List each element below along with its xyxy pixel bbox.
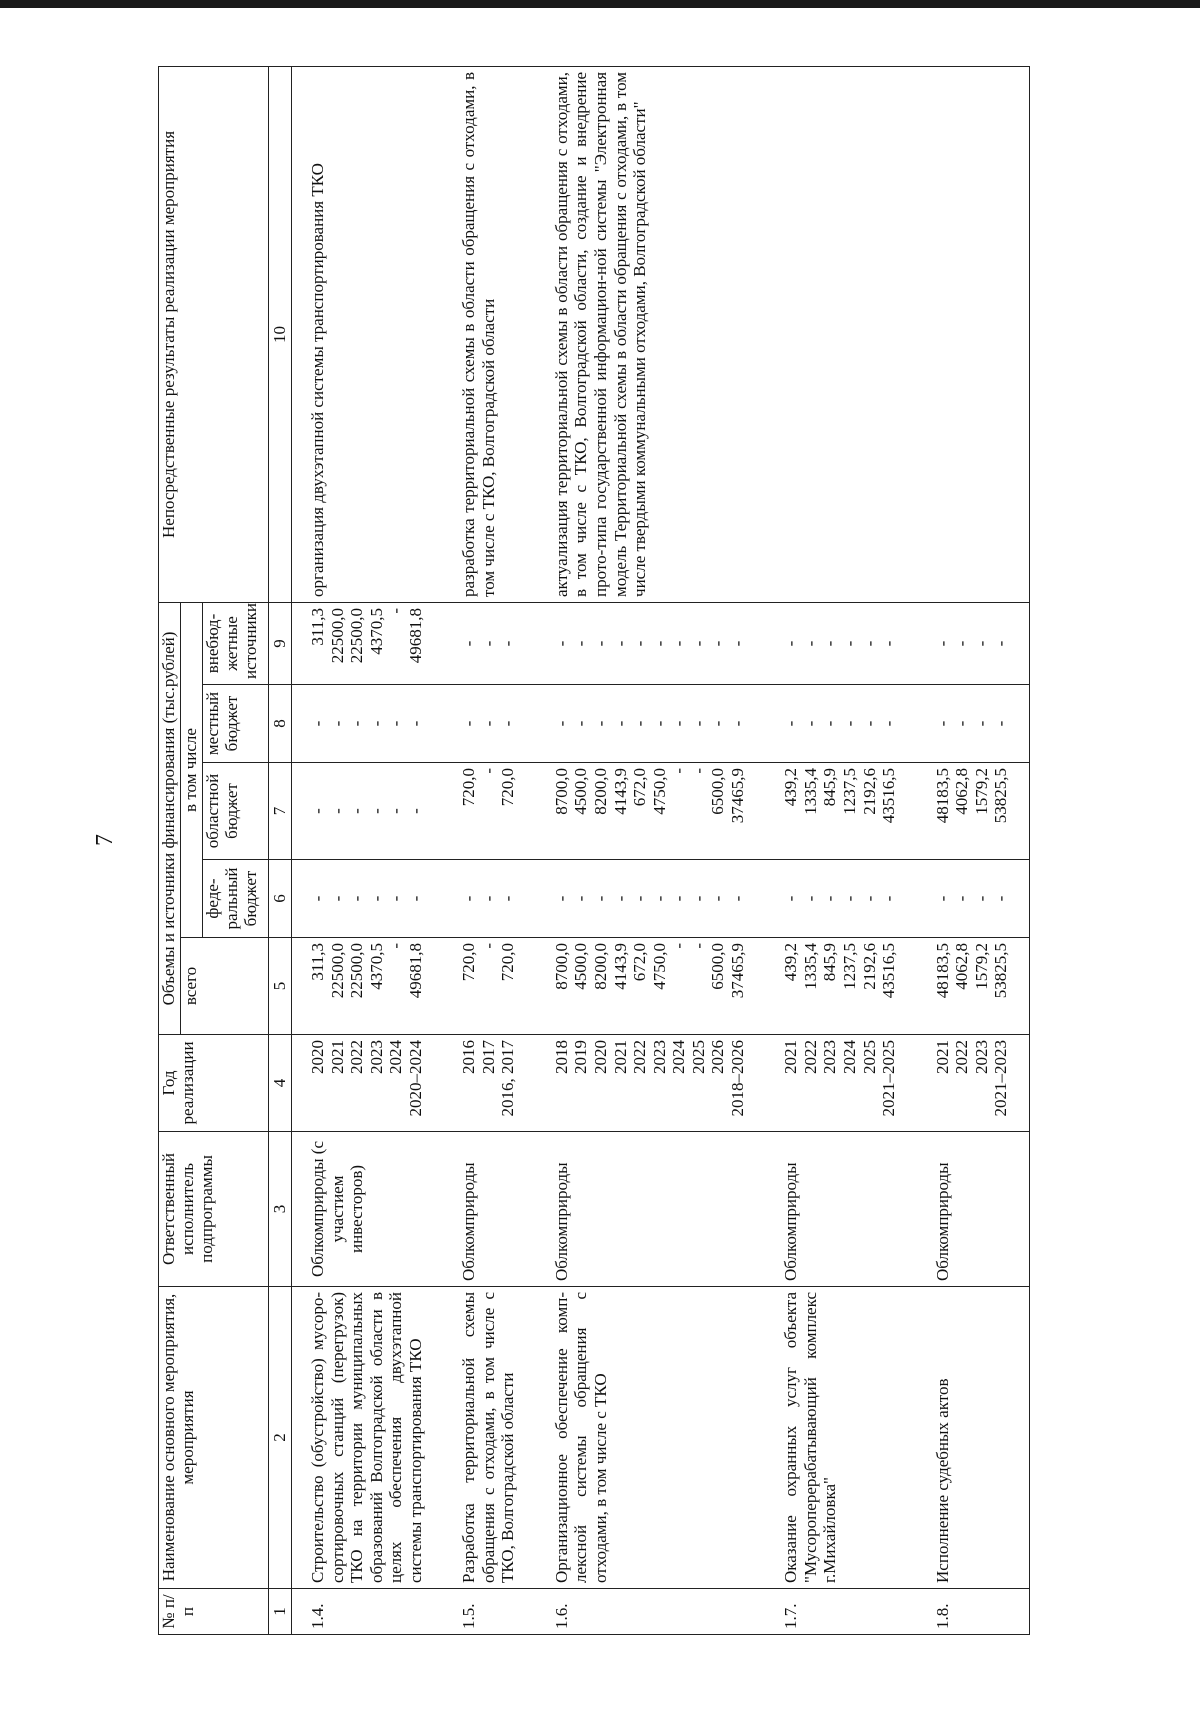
federal-values: - - - - - - [765,860,916,938]
header-regional: областной бюджет [203,763,269,860]
local-values: - - - - - - [292,685,444,763]
row-number: 1.4. [292,1589,444,1635]
measure-name: Исполнение судебных актов [917,1287,1030,1589]
rotated-page [158,67,1118,1635]
header-executor: Ответственный исполнитель подпрограммы [159,1132,269,1287]
row-number: 1.7. [765,1589,916,1635]
total-values: 311,3 22500,0 22500,0 4370,5 - 49681,8 [292,938,444,1035]
header-num: № п/п [159,1589,269,1635]
measure-name: Разработка территориальной схемы обращения с отходами, в том числе с ТКО, Волгоградской области [443,1287,536,1589]
table-row [536,66,765,1634]
federal-values: - - - - - - [292,860,444,938]
result-text [917,66,1030,602]
header-results: Непосредственные результаты реализации мероприятия [159,66,269,602]
column-numbers-row [269,66,292,1634]
executor: Облкомприроды [443,1132,536,1287]
table-header [159,66,292,1634]
col-number: 4 [269,1035,292,1132]
header-name: Наименование основного мероприятия, мероприятия [159,1287,269,1589]
extra-values: - - - - - - [765,602,916,684]
row-number: 1.5. [443,1589,536,1635]
regional-values: 8700,0 4500,0 8200,0 4143,9 672,0 4750,0 - - 6500,0 37465,9 [536,763,765,860]
col-number: 10 [269,66,292,602]
measure-name: Организационное обеспечение комп-лексной системы обращения с отходами, в том числе с ТКО [536,1287,765,1589]
local-values: - - - - - - [765,685,916,763]
total-values: 439,2 1335,4 845,9 1237,5 2192,6 43516,5 [765,938,916,1035]
header-year: Год реализации [159,1035,269,1132]
col-number: 8 [269,685,292,763]
local-values: - - - [443,685,536,763]
total-values: 8700,0 4500,0 8200,0 4143,9 672,0 4750,0 - - 6500,0 37465,9 [536,938,765,1035]
result-text [765,66,916,602]
header-extra: внебюд-жетные источники [203,602,269,684]
col-number: 3 [269,1132,292,1287]
extra-values: 311,3 22500,0 22500,0 4370,5 - 49681,8 [292,602,444,684]
program-table [158,66,1030,1635]
local-values: - - - - [917,685,1030,763]
extra-values: - - - - - - - - - - [536,602,765,684]
local-values: - - - - - - - - - - [536,685,765,763]
years: 2021 2022 2023 2024 2025 2021–2025 [765,1035,916,1132]
result-text: актуализация территориальной схемы в области обращения с отходами, в том числе с ТКО, Волгоградской области, создание и внедрение прото-типа государственной информацион-ной системы "Электронная модель Территориальной схемы в области обращения с отходами, в том числе твердыми коммунальными отходами, Волгоградской области" [536,66,765,602]
federal-values: - - - - [917,860,1030,938]
federal-values: - - - - - - - - - - [536,860,765,938]
table-row [292,66,444,1634]
scan-top-edge [0,0,1200,8]
header-federal: феде-ральный бюджет [203,860,269,938]
measure-name: Оказание охранных услуг объекта "Мусороперерабатывающий комплекс г.Михайловка" [765,1287,916,1589]
col-number: 7 [269,763,292,860]
page-number: 7 [92,834,118,846]
federal-values: - - - [443,860,536,938]
regional-values: 439,2 1335,4 845,9 1237,5 2192,6 43516,5 [765,763,916,860]
total-values: 720,0 - 720,0 [443,938,536,1035]
regional-values: 48183,5 4062,8 1579,2 53825,5 [917,763,1030,860]
header-local: местный бюджет [203,685,269,763]
regional-values: - - - - - - [292,763,444,860]
col-number: 1 [269,1589,292,1635]
years: 2016 2017 2016, 2017 [443,1035,536,1132]
table-row [443,66,536,1634]
executor: Облкомприроды [536,1132,765,1287]
row-number: 1.8. [917,1589,1030,1635]
table-row [917,66,1030,1634]
col-number: 2 [269,1287,292,1589]
years: 2020 2021 2022 2023 2024 2020–2024 [292,1035,444,1132]
regional-values: 720,0 - 720,0 [443,763,536,860]
header-total: всего [181,938,269,1035]
col-number: 9 [269,602,292,684]
executor: Облкомприроды (с участием инвесторов) [292,1132,444,1287]
extra-values: - - - - [917,602,1030,684]
header-in-that: в том числе [181,602,203,937]
total-values: 48183,5 4062,8 1579,2 53825,5 [917,938,1030,1035]
executor: Облкомприроды [917,1132,1030,1287]
col-number: 5 [269,938,292,1035]
result-text: организация двухэтапной системы транспортирования ТКО [292,66,444,602]
years: 2021 2022 2023 2021–2023 [917,1035,1030,1132]
row-number: 1.6. [536,1589,765,1635]
executor: Облкомприроды [765,1132,916,1287]
col-number: 6 [269,860,292,938]
years: 2018 2019 2020 2021 2022 2023 2024 2025 2026 2018–2026 [536,1035,765,1132]
extra-values: - - - [443,602,536,684]
result-text: разработка территориальной схемы в области обращения с отходами, в том числе с ТКО, Волгоградской области [443,66,536,602]
measure-name: Строительство (обустройство) мусоро-сортировочных станций (перегрузок) ТКО на территории муниципальных образований Волгоградской области в целях обеспечения двухэтапной системы транспортирования ТКО [292,1287,444,1589]
table-row [765,66,916,1634]
header-funding-group: Объемы и источники финансирования (тыс.рублей) [159,602,181,1034]
